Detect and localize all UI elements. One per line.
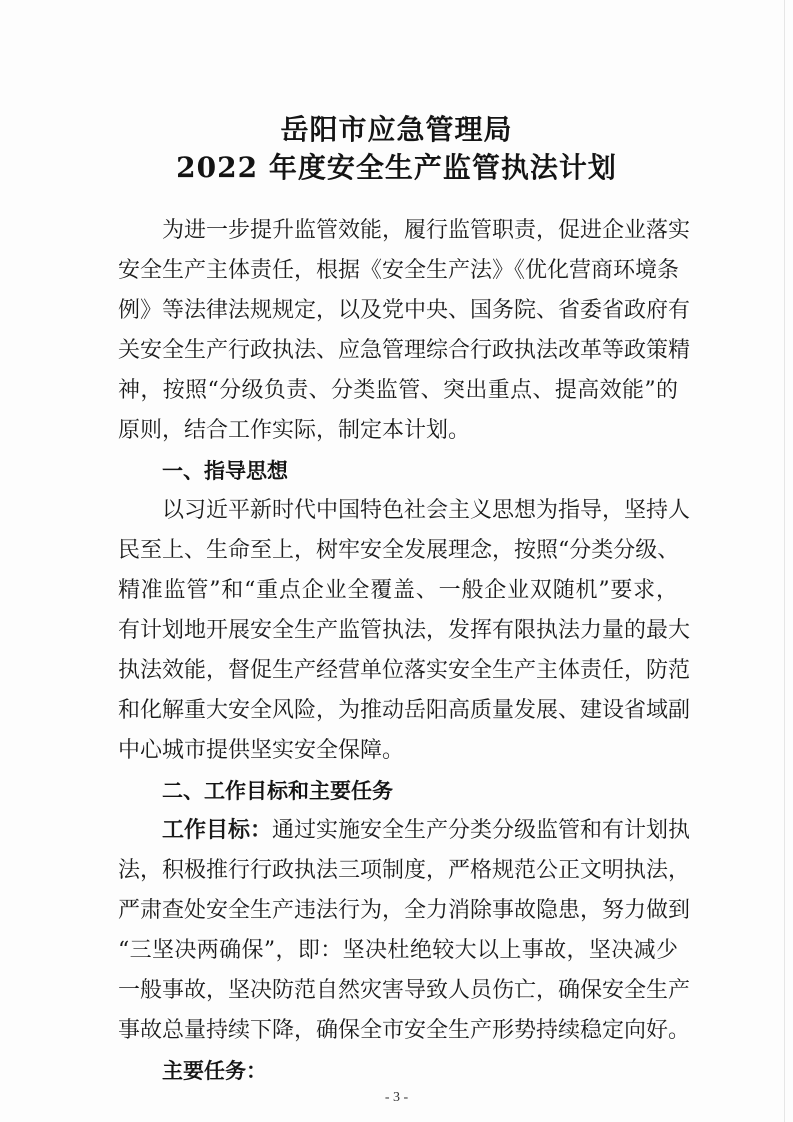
page-number: - 3 - <box>384 1090 409 1105</box>
section1-line: 以习近平新时代中国特色社会主义思想为指导，坚持人 <box>162 498 691 523</box>
section2-heading: 二、工作目标和主要任务 <box>162 779 393 803</box>
section1-heading: 一、指导思想 <box>162 459 288 483</box>
section1-line: 和化解重大安全风险，为推动岳阳高质量发展、建设省域副 <box>118 698 691 723</box>
goal-first-text: 通过实施安全生产分类分级监管和有计划执 <box>272 818 691 843</box>
goal-label: 工作目标： <box>162 818 273 843</box>
section1-line: 有计划地开展安全生产监管执法，发挥有限执法力量的最大 <box>118 618 691 643</box>
intro-line: 例》等法律法规规定，以及党中央、国务院、省委省政府有 <box>118 298 691 323</box>
section1-line: 民至上、生命至上，树牢安全发展理念，按照“分类分级、 <box>118 538 680 563</box>
intro-line: 关安全生产行政执法、应急管理综合行政执法改革等政策精 <box>118 338 691 363</box>
section1-line: 精准监管”和“重点企业全覆盖、一般企业双随机”要求， <box>118 578 678 603</box>
goal-line: 严肃查处安全生产违法行为，全力消除事故隐患，努力做到 <box>118 898 691 923</box>
goal-first-line <box>162 811 691 851</box>
goal-line: 法，积极推行行政执法三项制度，严格规范公正文明执法， <box>118 858 691 883</box>
section1-line: 中心城市提供坚实安全保障。 <box>118 738 405 763</box>
intro-line: 安全生产主体责任，根据《安全生产法》《优化营商环境条 <box>118 258 680 283</box>
intro-line: 为进一步提升监管效能，履行监管职责，促进企业落实 <box>162 218 691 243</box>
goal-line: “三坚决两确保”，即：坚决杜绝较大以上事故，坚决减少 <box>118 938 678 963</box>
goal-line: 一般事故，坚决防范自然灾害导致人员伤亡，确保安全生产 <box>118 978 691 1003</box>
section1-line: 执法效能，督促生产经营单位落实安全生产主体责任，防范 <box>118 658 691 683</box>
intro-line: 原则，结合工作实际，制定本计划。 <box>118 418 471 443</box>
document-title-line1: 岳阳市应急管理局 <box>280 113 513 146</box>
document-title-line2: 2022 年度安全生产监管执法计划 <box>176 151 617 184</box>
intro-line: 神，按照“分级负责、分类监管、突出重点、提高效能”的 <box>118 378 678 403</box>
goal-line: 事故总量持续下降，确保全市安全生产形势持续稳定向好。 <box>118 1018 691 1043</box>
tasks-label: 主要任务： <box>162 1059 267 1083</box>
